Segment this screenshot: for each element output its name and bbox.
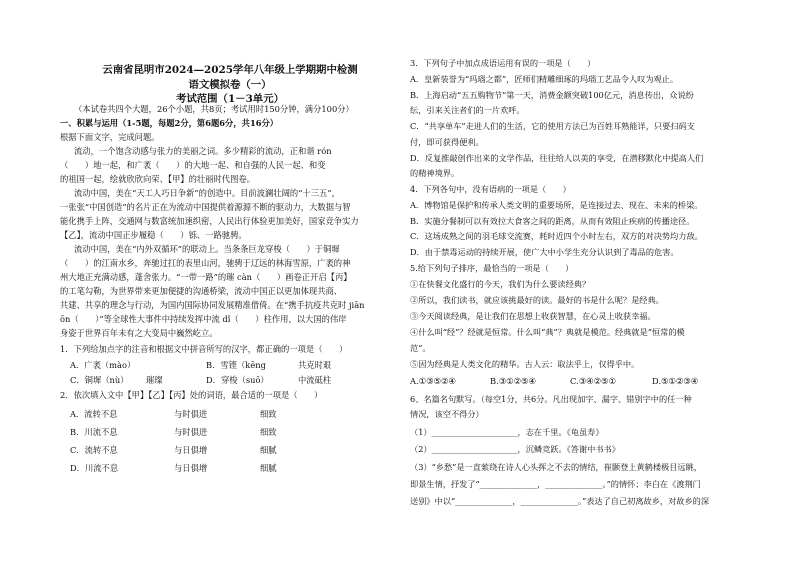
q5-option-b: B.③①②⑤④ <box>490 376 536 386</box>
q6-item-3-cont: 即景生情，抒发了“______________，______________。”的情怀；李白在《渡荆门 <box>410 479 701 489</box>
q1-option-d-word: 中流砥柱 <box>298 375 332 385</box>
q3-option-b: B．上海启动“五五购物节”第一天，消费金额突破100亿元，消息传出，众说纷 <box>410 90 694 100</box>
q1-option-d: D．穿梭（suō） <box>206 375 269 385</box>
q3-option-b-cont: 纭，引来关注者们的一片欢呼。 <box>410 105 525 115</box>
q2-option-a-1: A．流转不息 <box>70 409 118 419</box>
q4-option-a: A．博物馆是保护和传承人类文明的重要场所，是连接过去、现在、未来的桥梁。 <box>410 200 703 210</box>
q1-option-b-word: 共克时艰 <box>298 360 332 370</box>
passage-line: 共建、共享的理念与行动，为国内国际协同发展精准借倚。在“携手抗疫共克时 jiān <box>60 300 365 310</box>
q2-option-b-3: 细致 <box>260 427 277 437</box>
passage-line: 州大地正充满动感，蓬舍张力。“一带一路”的璀 càn（ ）画卷正开启【丙】 <box>60 272 352 282</box>
q4-option-b: B．实施分餐制可以有效拉大食客之间的距离，从而有效阻止疾病的传播途径。 <box>410 216 695 226</box>
q5-sentence: ①在快餐文化盛行的今天，我们为什么要读经典？ <box>410 279 591 289</box>
q5-sentence: ⑤因为经典是人类文化的精华。古人云：取法乎上，仅得乎中。 <box>410 359 640 369</box>
q3-option-d-cont: 的精神境界。 <box>410 168 460 178</box>
q3-option-a: A．皇新装誉为“玛瑙之都”，匠师们精雕细琢的玛瑙工艺品令人叹为观止。 <box>410 74 679 84</box>
q5-sentence-cont: 范”。 <box>410 343 431 353</box>
exam-subtitle: 语文模拟卷（一） <box>188 79 272 91</box>
q1-option-c-word: 璀璨 <box>146 375 163 385</box>
q1-option-b: B．雪铿（kēng <box>206 360 266 370</box>
question-5-stem: 5.给下列句子排序，最恰当的一项是（ ） <box>410 263 574 273</box>
q6-item-2: （2）_____________________，沉鳞竞跃。《答谢中书书》 <box>410 444 620 454</box>
q3-option-d: D．反复推敲创作出来的文学作品，往往给人以美的享受，在潜移默化中提高人们 <box>410 153 704 163</box>
passage-line: 流动中国，美在“天工人巧日争新”的创造中。目前波澜壮阔的“十三五”， <box>74 188 340 198</box>
q2-option-c-2: 与日俱增 <box>174 445 208 455</box>
passage-line: 流动，一个饱含动感与张力的美丽之词。多少精彩的流动，正和谐 rón <box>74 146 332 156</box>
q5-option-c: C.③④②⑤① <box>570 376 616 386</box>
passage-line: 身姿于世界百年未有之大变局中巍然屹立。 <box>60 328 218 338</box>
passage-line: 【乙】，流动中国正步履稳（ ）铄、一路驰骋。 <box>60 230 247 240</box>
q5-option-a: A.①③⑤②④ <box>410 376 456 386</box>
passage-line: 一张张“中国创造”的名片正在为流动中国提供着源源不断的驱动力，大数据与智 <box>60 202 351 212</box>
q1-option-c: C．铜墀（nù） <box>70 375 129 385</box>
q4-option-d: D．由于禁毒运动的持续开展，使广大中小学生充分认识到了毒品的危害。 <box>410 247 679 257</box>
q2-option-d-1: D．川流不息 <box>70 463 119 473</box>
instruction: 根据下面文字，完成问题。 <box>60 132 160 142</box>
passage-line: 的祖国一起，绘就欣欣向荣、【甲】的壮丽时代图卷。 <box>60 174 255 184</box>
q2-option-d-2: 与日俱增 <box>174 463 208 473</box>
q2-option-c-3: 细腻 <box>260 445 277 455</box>
question-1-stem: 1．下列给加点字的注音和根据文中拼音所写的汉字，都正确的一项是（ ） <box>60 344 348 354</box>
q5-sentence: ②所以，我们读书，就应该挑最好的读。最好的书是什么呢？是经典。 <box>410 295 664 305</box>
q4-option-c: C．这场成熟之间的羽毛球交流赛，耗时近四个小时左右，双方的对决势均力敌。 <box>410 231 703 241</box>
q1-option-a: A．广袤（mào） <box>70 360 136 370</box>
question-4-stem: 4．下列各句中，没有语病的一项是（ ） <box>410 184 571 194</box>
q5-sentence: ④什么叫“经”？经就是恒常。什么叫“典”？典就是模范。经典就是“恒常的模 <box>410 327 685 337</box>
question-3-stem: 3．下列句子中加点成语运用有误的一项是（ ） <box>410 58 596 68</box>
passage-line: ōn（ ）”等全球性大事件中持续发挥中流 dǐ（ ）柱作用，以大国的伟岸 <box>60 314 347 324</box>
passage-line: 的工笔勾勒，为世界带来更加便捷的沟通桥梁，流动中国正以更加体现共商、 <box>60 286 343 296</box>
q5-sentence: ③今天阅读经典，是让我们在思想上收获智慧，在心灵上收获幸福。 <box>410 311 656 321</box>
q2-option-b-1: B．川流不息 <box>70 427 118 437</box>
passage-line: 能化携手上阵，交通网与数富统加速织密，人民出行体验更加美好，国家竞争实力 <box>60 216 359 226</box>
q5-option-d: D.⑤①②③④ <box>652 376 699 386</box>
q2-option-c-1: C．流转不息 <box>70 445 118 455</box>
q6-item-3: （3）“乡愁”是一直萦绕在诗人心头挥之不去的情结，崔颢登上黄鹤楼极目远眺， <box>410 462 702 472</box>
question-6-stem-cont: 情况，该空不得分） <box>410 409 484 419</box>
passage-line: 流动中国，美在“内外双循环”的联动上。当条条巨龙穿梭（ ）于铜墀 <box>74 244 340 254</box>
question-6-stem: 6、名篇名句默写。（每空1分，共6分。凡出现加字、漏字、错别字中的任一种 <box>410 394 692 404</box>
q2-option-b-2: 与时俱进 <box>174 427 208 437</box>
q6-item-1: （1）_____________________，志在千里。《龟虽寿》 <box>410 427 604 437</box>
exam-scope: 考试范围（1－3单元） <box>176 93 284 105</box>
q3-option-c: C．“共享单车”走进人们的生活，它的使用方法已为百姓耳熟能详，只要扫码支 <box>410 121 695 131</box>
passage-line: （ ）地一起，和广袤（ ）的大地一起、和自强的人民一起、和变 <box>60 160 326 170</box>
q6-item-3-cont: 送别》中以“______________，______________。”表达了自己初离故乡，对故乡的深 <box>410 496 710 506</box>
question-2-stem: 2．依次填入文中【甲】【乙】【丙】处的词语，最合适的一项是（ ） <box>60 390 323 400</box>
q3-option-c-cont: 付，即可获得便利。 <box>410 137 484 147</box>
section-1-heading: 一、积累与运用（1-5题，每题2分，第6题6分，共16分） <box>60 118 279 128</box>
exam-title: 云南省昆明市2024—2025学年八年级上学期期中检测 <box>102 64 358 76</box>
q2-option-a-2: 与时俱进 <box>174 409 208 419</box>
q2-option-d-3: 细腻 <box>260 463 277 473</box>
q2-option-a-3: 细致 <box>260 409 277 419</box>
exam-note: （本试卷共四个大题，26个小题，共8页；考试用时150分钟，满分100分） <box>74 104 354 114</box>
passage-line: （ ）的江南水乡，奔驰过扛的表里山河，驰骋于辽远的林海雪原，广袤的神 <box>60 258 351 268</box>
